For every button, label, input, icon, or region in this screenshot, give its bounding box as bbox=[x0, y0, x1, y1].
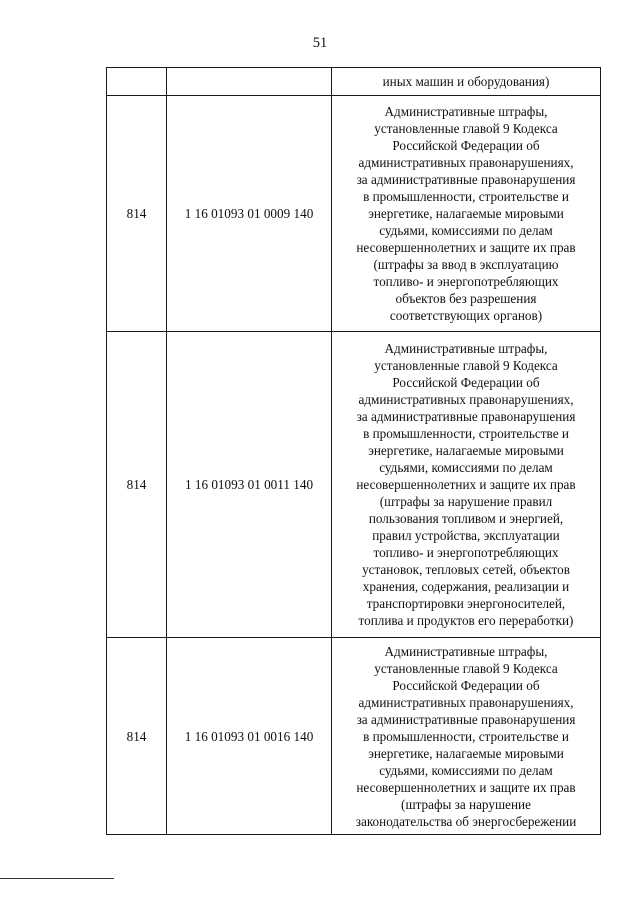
description-line: за административные правонарушения bbox=[356, 711, 576, 727]
description-line: Административные штрафы, bbox=[384, 104, 548, 119]
description-line: административных правонарушениях, bbox=[358, 694, 574, 710]
description-line: Российской Федерации об bbox=[392, 375, 540, 390]
description-line: иных машин и оборудования) bbox=[382, 74, 550, 89]
description-line: в промышленности, строительстве и bbox=[363, 728, 569, 744]
budget-code-cell: 1 16 01093 01 0016 140 bbox=[167, 638, 332, 835]
description-line: установленные главой 9 Кодекса bbox=[374, 660, 558, 676]
description-line: топлива и продуктов его переработки) bbox=[358, 613, 574, 628]
description-line: энергетике, налагаемые мировыми bbox=[368, 206, 564, 221]
description-line: Российской Федерации об bbox=[392, 677, 540, 693]
admin-code-cell bbox=[107, 68, 167, 96]
description-line: в промышленности, строительстве и bbox=[363, 189, 569, 204]
description-line: судьями, комиссиями по делам bbox=[379, 762, 553, 778]
description-line: установленные главой 9 Кодекса bbox=[374, 121, 558, 136]
description-line: несовершеннолетних и защите их прав bbox=[356, 240, 576, 255]
budget-codes-table bbox=[106, 67, 601, 835]
description-line: судьями, комиссиями по делам bbox=[379, 460, 553, 475]
budget-code-cell: 1 16 01093 01 0009 140 bbox=[167, 96, 332, 332]
description-line: (штрафы за ввод в эксплуатацию bbox=[373, 257, 559, 272]
admin-code-cell: 814 bbox=[107, 332, 167, 638]
description-line: энергетике, налагаемые мировыми bbox=[368, 443, 564, 458]
description-line: административных правонарушениях, bbox=[358, 155, 574, 170]
description-line: хранения, содержания, реализации и bbox=[362, 579, 570, 594]
description-line: правил устройства, эксплуатации bbox=[372, 528, 560, 543]
description-line: топливо- и энергопотребляющих bbox=[373, 545, 559, 560]
description-line: установленные главой 9 Кодекса bbox=[374, 358, 558, 373]
description-line: несовершеннолетних и защите их прав bbox=[356, 779, 576, 795]
admin-code-cell: 814 bbox=[107, 638, 167, 835]
description-line: пользования топливом и энергией, bbox=[368, 511, 564, 526]
table-row bbox=[107, 638, 601, 835]
description-line: (штрафы за нарушение правил bbox=[379, 494, 553, 509]
table-row bbox=[107, 96, 601, 332]
description-line: топливо- и энергопотребляющих bbox=[373, 274, 559, 289]
description-line: установок, тепловых сетей, объектов bbox=[362, 562, 570, 577]
description-line: за административные правонарушения bbox=[356, 172, 576, 187]
description-line: Административные штрафы, bbox=[384, 643, 548, 659]
description-line: судьями, комиссиями по делам bbox=[379, 223, 553, 238]
description-cell bbox=[332, 96, 601, 332]
description-line: транспортировки энергоносителей, bbox=[366, 596, 566, 611]
description-line: административных правонарушениях, bbox=[358, 392, 574, 407]
admin-code-cell: 814 bbox=[107, 96, 167, 332]
description-cell bbox=[332, 68, 601, 96]
budget-code-cell: 1 16 01093 01 0011 140 bbox=[167, 332, 332, 638]
description-line: Российской Федерации об bbox=[392, 138, 540, 153]
description-line: в промышленности, строительстве и bbox=[363, 426, 569, 441]
description-line: энергетике, налагаемые мировыми bbox=[368, 745, 564, 761]
description-line: законодательства об энергосбережении bbox=[355, 813, 577, 829]
description-cell bbox=[332, 332, 601, 638]
description-cell bbox=[332, 638, 601, 835]
description-line: за административные правонарушения bbox=[356, 409, 576, 424]
description-line: Административные штрафы, bbox=[384, 341, 548, 356]
page-number: 51 bbox=[312, 35, 328, 51]
table-row bbox=[107, 68, 601, 96]
footnote-divider bbox=[0, 878, 114, 879]
description-line: (штрафы за нарушение bbox=[401, 796, 531, 812]
description-line: соответствующих органов) bbox=[389, 308, 543, 323]
budget-code-cell bbox=[167, 68, 332, 96]
table-row bbox=[107, 332, 601, 638]
description-line: несовершеннолетних и защите их прав bbox=[356, 477, 576, 492]
description-line: объектов без разрешения bbox=[395, 291, 537, 306]
